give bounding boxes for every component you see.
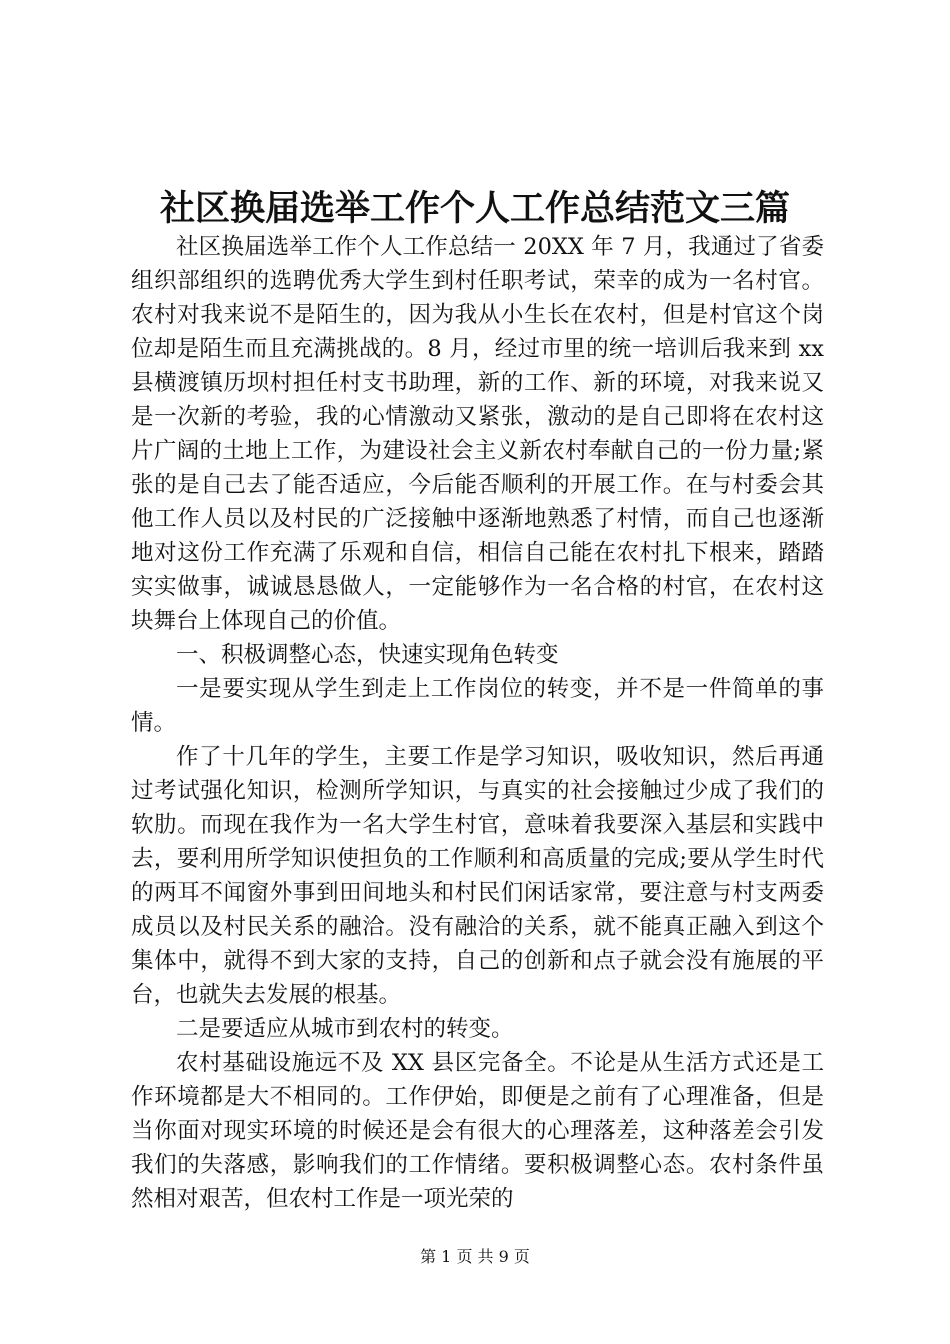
paragraph-point-1-detail: 作了十几年的学生，主要工作是学习知识，吸收知识，然后再通过考试强化知识，检测所学知识，与真实的社会接触过少成了我们的软肋。而现在我作为一名大学生村官，意味着我要深入基层和实践中去，要利用所学知识使担负的工作顺利和高质量的完成;要从学生时代的两耳不闻窗外事到田间地头和村民们闲话家常，要注意与村支两委成员以及村民关系的融洽。没有融洽的关系，就不能真正融入到这个集体中，就得不到大家的支持，自己的创新和点子就会没有施展的平台，也就失去发展的根基。 bbox=[131, 744, 824, 1008]
paragraph-intro: 社区换届选举工作个人工作总结一 20XX 年 7 月，我通过了省委组织部组织的选聘优秀大学生到村任职考试，荣幸的成为一名村官。农村对我来说不是陌生的，因为我从小生长在农村，但是村官这个岗位却是陌生而且充满挑战的。8 月，经过市里的统一培训后我来到 xx 县横渡镇历坝村担任村支书助理，新的工作、新的环境，对我来说又是一次新的考验，我的心情激动又紧张，激动的是自己即将在农村这片广阔的土地上工作，为建设社会主义新农村奉献自己的一份力量;紧张的是自己去了能否适应，今后能否顺利的开展工作。在与村委会其他工作人员以及村民的广泛接触中逐渐地熟悉了村情，而自己也逐渐地对这份工作充满了乐观和自信，相信自己能在农村扎下根来，踏踏实实做事，诚诚恳恳做人，一定能够作为一名合格的村官，在农村这块舞台上体现自己的价值。 bbox=[131, 234, 824, 634]
page-number: 第 1 页 共 9 页 bbox=[420, 1247, 530, 1266]
document-title: 社区换届选举工作个人工作总结范文三篇 bbox=[159, 188, 790, 229]
paragraph-point-2: 二是要适应从城市到农村的转变。 bbox=[176, 1016, 514, 1042]
paragraph-point-2-detail: 农村基础设施远不及 XX 县区完备全。不论是从生活方式还是工作环境都是大不相同的。工作伊始，即便是之前有了心理准备，但是当你面对现实环境的时候还是会有很大的心理落差，这种落差会引发我们的失落感，影响我们的工作情绪。要积极调整心态。农村条件虽然相对艰苦，但农村工作是一项光荣的 bbox=[131, 1050, 824, 1212]
document-body bbox=[131, 230, 824, 1216]
paragraph-point-1: 一是要实现从学生到走上工作岗位的转变，并不是一件简单的事情。 bbox=[131, 676, 824, 736]
section-heading-1: 一、积极调整心态，快速实现角色转变 bbox=[176, 642, 559, 668]
